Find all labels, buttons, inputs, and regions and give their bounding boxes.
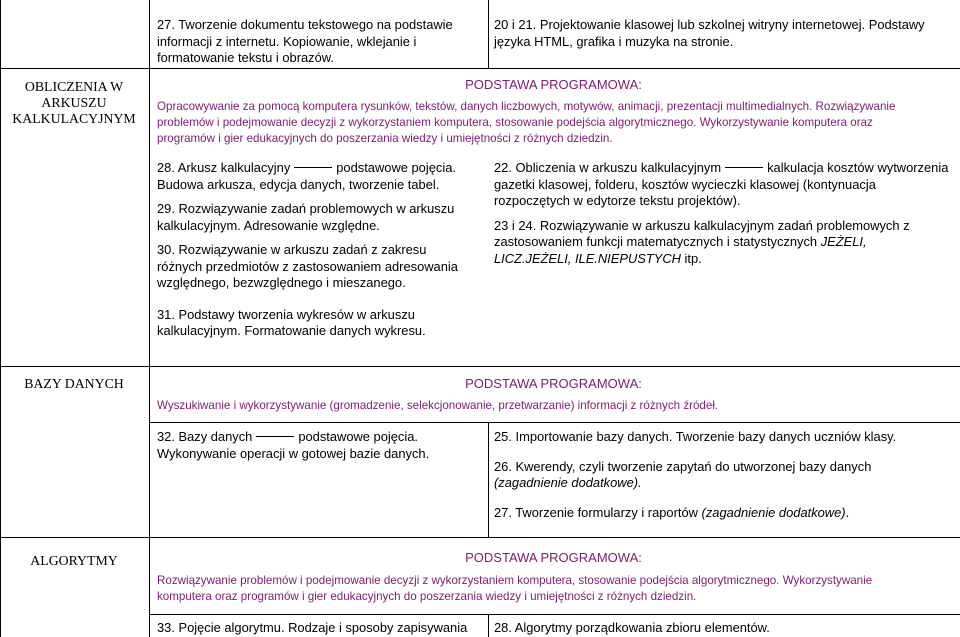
rule-middle-bazy <box>488 422 489 537</box>
program-text-obliczenia: Opracowywanie za pomocą komputera rysunków, tekstów, danych liczbowych, motywów, animacji, prezentacji multimedialnych. Rozwiązywanie problemów i podejmowanie decyzji z wykorzystaniem komputera, stosowanie podejścia algorytmicznego. Wykorzystywanie komputera oraz programów i gier edukacyjnych do poszerzania wiedzy i umiejętności z różnych dziedzin. <box>157 100 896 145</box>
rule-bazy-program <box>149 422 960 423</box>
section-title-obliczenia: OBLICZENIA W ARKUSZU KALKULACYJNYM <box>12 79 136 126</box>
rule-middle-algorytmy <box>488 614 489 637</box>
obliczenia-right-lessons: 22. Obliczenia w arkuszu kalkulacyjnym kalkulacja kosztów wytworzenia gazetki klasowej, folderu, kosztów wycieczki klasowej (kontynuacja rozpoczętych w edytorze tekstu projektów). 23 i 24. Rozwiązywanie w arkuszu kalkulacyjnym zadań problemowych z zastosowaniem funkcji matematycznych i statystycznych JEŻELI, LICZ.JEŻELI, ILE.NIEPUSTYCH itp. <box>494 160 949 266</box>
em-dash <box>294 167 332 168</box>
rule-bazy-bottom <box>0 537 960 538</box>
bazy-left-lessons: 32. Bazy danych podstawowe pojęcia. Wykonywanie operacji w gotowej bazie danych. <box>157 429 430 461</box>
program-heading-bazy: PODSTAWA PROGRAMOWA: <box>465 376 642 391</box>
bazy-right-lessons: 25. Importowanie bazy danych. Tworzenie bazy danych uczniów klasy. 26. Kwerendy, czyli tworzenie zapytań do utworzonej bazy danych (zagadnienie dodatkowe). 27. Tworzenie formularzy i raportów (zagadnienie dodatkowe). <box>494 429 897 520</box>
rule-algorytmy-program <box>149 614 960 615</box>
program-text-bazy: Wyszukiwanie i wykorzystywanie (gromadzenie, selekcjonowanie, przetwarzanie) informacji z różnych źródeł. <box>157 399 719 412</box>
obliczenia-left-lessons: 28. Arkusz kalkulacyjny podstawowe pojęcia. Budowa arkusza, edycja danych, tworzenie tabel. 29. Rozwiązywanie zadań problemowych w arkuszu kalkulacyjnym. Adresowanie względne. 30. Rozwiązywanie w arkuszu zadań z zakresu różnych przedmiotów z zastosowaniem adresowania względnego, bezwzględnego i mieszanego. 31. Podstawy tworzenia wykresów w arkuszu kalkulacyjnym. Formatowanie danych wykresu. <box>157 160 458 338</box>
algorytmy-right-lesson: 28. Algorytmy porządkowania zbioru elementów. <box>494 620 770 635</box>
program-heading-obliczenia: PODSTAWA PROGRAMOWA: <box>465 77 642 92</box>
section-title-bazy: BAZY DANYCH <box>24 376 124 391</box>
program-text-algorytmy: Rozwiązywanie problemów i podejmowanie decyzji z wykorzystaniem komputera, stosowanie podejścia algorytmicznego. Wykorzystywanie komputera oraz programów i gier edukacyjnych do poszerzania wiedzy i umiejętności z różnych dziedzin. <box>157 574 873 603</box>
em-dash <box>725 167 763 168</box>
rule-top-bottom <box>0 68 960 69</box>
section-title-algorytmy: ALGORYTMY <box>30 553 118 568</box>
algorytmy-left-lesson: 33. Pojęcie algorytmu. Rodzaje i sposoby zapisywania <box>157 620 468 635</box>
rule-section-column <box>149 0 150 637</box>
em-dash <box>256 436 294 437</box>
program-heading-algorytmy: PODSTAWA PROGRAMOWA: <box>465 550 642 565</box>
rule-obliczenia-bottom <box>0 366 960 367</box>
top-left-lesson-27: 27. Tworzenie dokumentu tekstowego na podstawie informacji z internetu. Kopiowanie, wklejanie i formatowanie tekstu i obrazów. <box>157 17 453 65</box>
rule-left-column <box>0 0 1 637</box>
top-right-lesson-20-21: 20 i 21. Projektowanie klasowej lub szkolnej witryny internetowej. Podstawy języka HTML, grafika i muzyka na stronie. <box>494 17 925 49</box>
rule-middle-top <box>488 0 489 68</box>
